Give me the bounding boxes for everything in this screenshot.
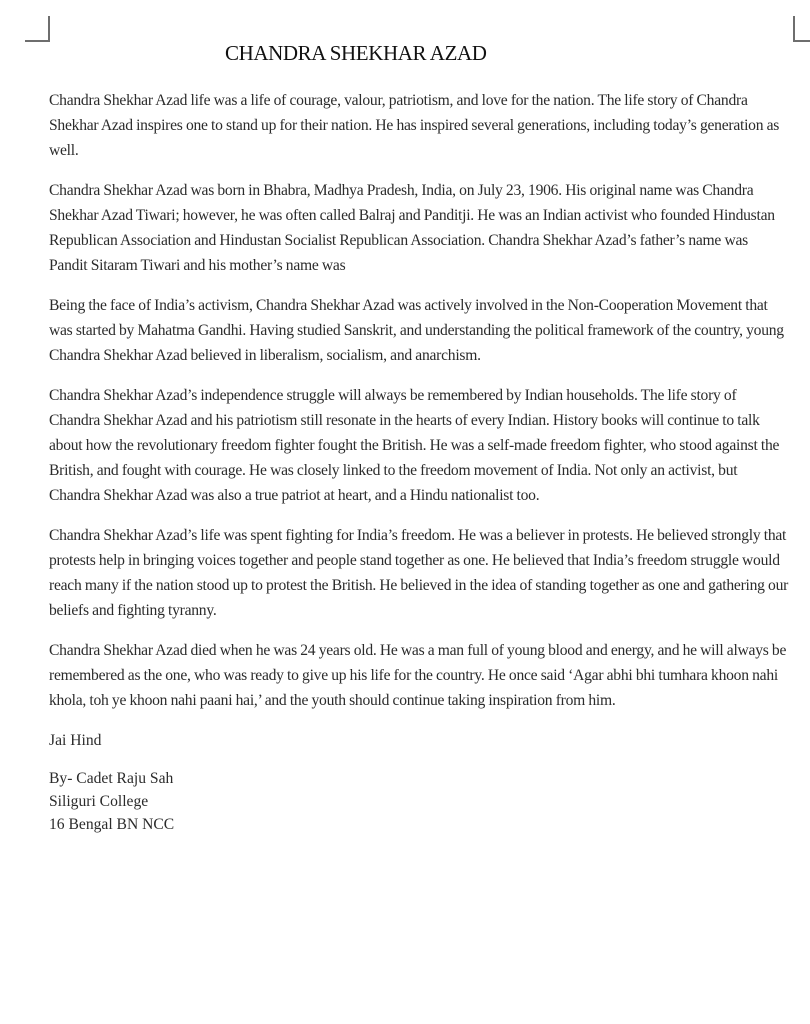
signature-unit: 16 Bengal BN NCC: [49, 816, 175, 833]
paragraph-intro: Chandra Shekhar Azad life was a life of courage, valour, patriotism, and love for the nation. The life story of Chandra Shekhar Azad inspires one to stand up for their nation. He has inspired several generations, including today’s generation as well.: [49, 92, 780, 159]
signature-institution: Siliguri College: [49, 793, 149, 810]
document-title: CHANDRA SHEKHAR AZAD: [225, 41, 487, 65]
page-corner-mark-top-right: [793, 16, 810, 42]
signature-byline: By- Cadet Raju Sah: [49, 770, 174, 787]
paragraph-death: Chandra Shekhar Azad died when he was 24 years old. He was a man full of young blood and energy, and he will always be remembered as the one, who was ready to give up his life for the country. He once said ‘Agar abhi bhi tumhara khoon nahi khola, toh ye khoon nahi paani hai,’ and the youth should continue taking inspiration from him.: [49, 642, 787, 709]
document-page: [49, 38, 789, 836]
signature-block: [49, 767, 789, 836]
paragraph-birth: Chandra Shekhar Azad was born in Bhabra, Madhya Pradesh, India, on July 23, 1906. His original name was Chandra Shekhar Azad Tiwari; however, he was often called Balraj and Panditji. He was an Indian activist who founded Hindustan Republican Association and Hindustan Socialist Republican Association. Chandra Shekhar Azad’s father’s name was Pandit Sitaram Tiwari and his mother’s name was: [49, 182, 775, 274]
paragraph-activism: Being the face of India’s activism, Chandra Shekhar Azad was actively involved in the Non-Cooperation Movement that was started by Mahatma Gandhi. Having studied Sanskrit, and understanding the political framework of the country, young Chandra Shekhar Azad believed in liberalism, socialism, and anarchism.: [49, 297, 784, 364]
closing-salutation: Jai Hind: [49, 732, 102, 749]
paragraph-independence-struggle: Chandra Shekhar Azad’s independence struggle will always be remembered by Indian households. The life story of Chandra Shekhar Azad and his patriotism still resonate in the hearts of every Indian. History books will continue to talk about how the revolutionary freedom fighter fought the British. He was a self-made freedom fighter, who stood against the British, and fought with courage. He was closely linked to the freedom movement of India. Not only an activist, but Chandra Shekhar Azad was also a true patriot at heart, and a Hindu nationalist too.: [49, 387, 780, 504]
page-corner-mark-top-left: [25, 16, 50, 42]
paragraph-protests: Chandra Shekhar Azad’s life was spent fighting for India’s freedom. He was a believer in protests. He believed strongly that protests help in bringing voices together and people stand together as one. He believed that India’s freedom struggle would reach many if the nation stood up to protest the British. He believed in the idea of standing together as one and gathering our beliefs and fighting tyranny.: [49, 527, 789, 619]
